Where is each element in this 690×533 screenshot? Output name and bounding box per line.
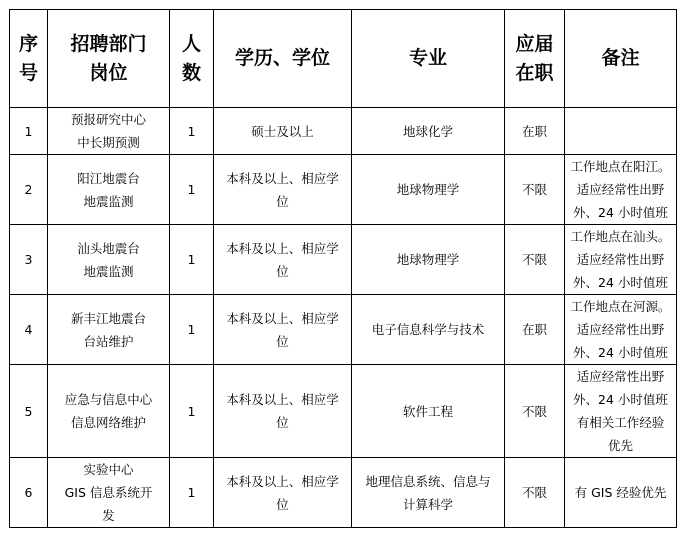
cell-major: 地理信息系统、信息与 计算科学 bbox=[352, 458, 505, 528]
header-seq: 序 号 bbox=[10, 10, 48, 108]
cell-major: 电子信息科学与技术 bbox=[352, 295, 505, 365]
recruitment-table bbox=[9, 9, 677, 528]
header-major: 专业 bbox=[352, 10, 505, 108]
cell-fresh: 不限 bbox=[505, 225, 565, 295]
cell-seq: 4 bbox=[10, 295, 48, 365]
table-row bbox=[10, 295, 677, 365]
cell-count: 1 bbox=[170, 365, 214, 458]
cell-degree: 本科及以上、相应学 位 bbox=[214, 458, 352, 528]
header-count: 人 数 bbox=[170, 10, 214, 108]
cell-seq: 3 bbox=[10, 225, 48, 295]
cell-post: 汕头地震台 地震监测 bbox=[48, 225, 170, 295]
cell-note: 适应经常性出野 外、24 小时值班 有相关工作经验 优先 bbox=[565, 365, 677, 458]
cell-fresh: 在职 bbox=[505, 295, 565, 365]
table-row bbox=[10, 108, 677, 155]
cell-post: 阳江地震台 地震监测 bbox=[48, 155, 170, 225]
cell-major: 地球物理学 bbox=[352, 155, 505, 225]
cell-note bbox=[565, 108, 677, 155]
header-post: 招聘部门 岗位 bbox=[48, 10, 170, 108]
cell-note: 工作地点在河源。 适应经常性出野 外、24 小时值班 bbox=[565, 295, 677, 365]
cell-degree: 本科及以上、相应学 位 bbox=[214, 225, 352, 295]
cell-post: 预报研究中心 中长期预测 bbox=[48, 108, 170, 155]
cell-note: 有 GIS 经验优先 bbox=[565, 458, 677, 528]
header-degree: 学历、学位 bbox=[214, 10, 352, 108]
table-row bbox=[10, 365, 677, 458]
cell-count: 1 bbox=[170, 225, 214, 295]
cell-fresh: 在职 bbox=[505, 108, 565, 155]
cell-fresh: 不限 bbox=[505, 155, 565, 225]
cell-seq: 6 bbox=[10, 458, 48, 528]
cell-note: 工作地点在汕头。 适应经常性出野 外、24 小时值班 bbox=[565, 225, 677, 295]
cell-post: 实验中心 GIS 信息系统开 发 bbox=[48, 458, 170, 528]
cell-degree: 硕士及以上 bbox=[214, 108, 352, 155]
cell-degree: 本科及以上、相应学 位 bbox=[214, 295, 352, 365]
cell-seq: 5 bbox=[10, 365, 48, 458]
table-row bbox=[10, 155, 677, 225]
cell-note: 工作地点在阳江。 适应经常性出野 外、24 小时值班 bbox=[565, 155, 677, 225]
header-note: 备注 bbox=[565, 10, 677, 108]
cell-post: 应急与信息中心 信息网络维护 bbox=[48, 365, 170, 458]
cell-count: 1 bbox=[170, 458, 214, 528]
cell-seq: 1 bbox=[10, 108, 48, 155]
cell-fresh: 不限 bbox=[505, 458, 565, 528]
cell-major: 地球化学 bbox=[352, 108, 505, 155]
cell-post: 新丰江地震台 台站维护 bbox=[48, 295, 170, 365]
cell-major: 软件工程 bbox=[352, 365, 505, 458]
cell-degree: 本科及以上、相应学 位 bbox=[214, 155, 352, 225]
table-row bbox=[10, 458, 677, 528]
table-row bbox=[10, 225, 677, 295]
header-row bbox=[10, 10, 677, 108]
cell-major: 地球物理学 bbox=[352, 225, 505, 295]
cell-count: 1 bbox=[170, 295, 214, 365]
header-fresh: 应届 在职 bbox=[505, 10, 565, 108]
cell-degree: 本科及以上、相应学 位 bbox=[214, 365, 352, 458]
cell-seq: 2 bbox=[10, 155, 48, 225]
cell-fresh: 不限 bbox=[505, 365, 565, 458]
cell-count: 1 bbox=[170, 108, 214, 155]
cell-count: 1 bbox=[170, 155, 214, 225]
